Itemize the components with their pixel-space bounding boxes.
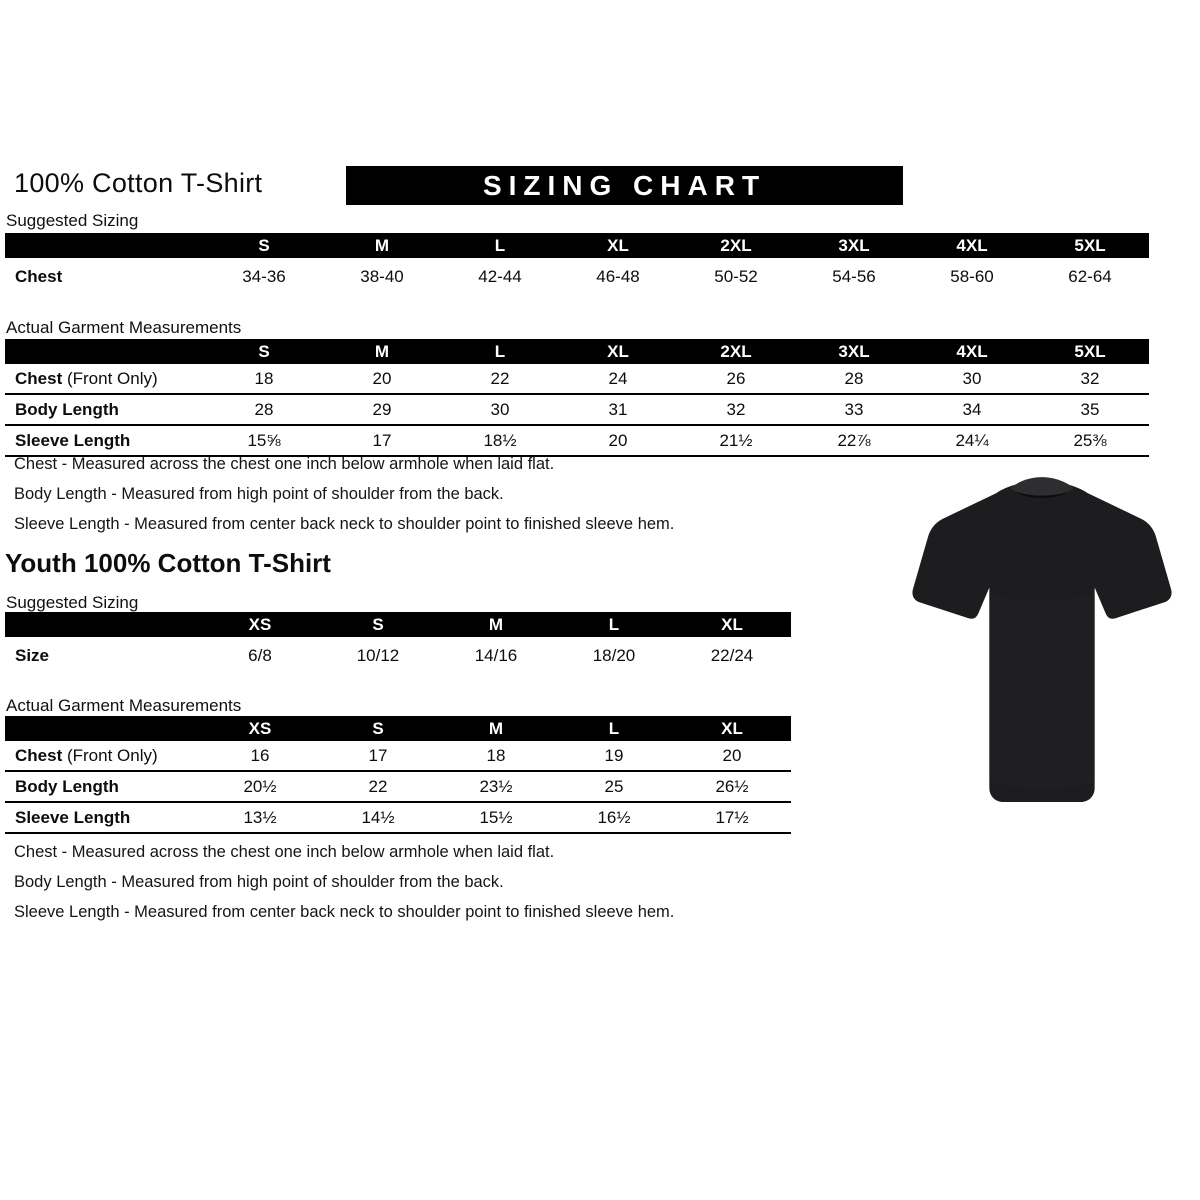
note-sleeve-length: Sleeve Length - Measured from center back neck to shoulder point to finished sleeve hem. — [14, 515, 675, 533]
value-cell: 50-52 — [714, 266, 758, 286]
size-header-cell: 4XL — [956, 342, 988, 361]
note-body-length: Body Length - Measured from high point of shoulder from the back. — [14, 873, 504, 891]
size-header-cell: 2XL — [720, 342, 752, 361]
value-cell: 31 — [608, 400, 628, 419]
row-label: Chest (Front Only) — [15, 369, 158, 388]
value-cell: 16 — [250, 746, 270, 765]
adult-actual-measurements-label: Actual Garment Measurements — [6, 318, 242, 337]
value-cell: 32 — [1080, 369, 1100, 388]
value-cell: 18½ — [483, 431, 517, 450]
size-header-cell: S — [258, 342, 270, 361]
page-title: 100% Cotton T-Shirt — [14, 168, 263, 198]
value-cell: 38-40 — [360, 266, 404, 286]
value-cell: 17½ — [715, 808, 749, 827]
value-cell: 14½ — [361, 808, 395, 827]
youth-garment-table — [5, 716, 791, 834]
youth-suggested-header-row — [5, 612, 791, 637]
value-cell: 17 — [368, 746, 388, 765]
value-cell: 24¼ — [955, 431, 989, 450]
size-header-cell: L — [494, 342, 506, 361]
value-cell: 20 — [608, 431, 628, 450]
youth-garment-header-row — [5, 716, 791, 741]
size-header-cell: 5XL — [1074, 342, 1106, 361]
value-cell: 42-44 — [478, 266, 522, 286]
value-cell: 18 — [254, 369, 274, 388]
black-tshirt-image — [893, 472, 1191, 836]
adult-garment-header-row — [5, 339, 1149, 364]
youth-size-row — [5, 637, 791, 673]
adult-garment-table — [5, 339, 1149, 457]
size-header-cell: S — [372, 719, 384, 738]
size-header-cell: XL — [721, 615, 743, 634]
size-header-cell: 3XL — [838, 236, 870, 255]
size-header-cell: XS — [248, 615, 272, 634]
size-header-cell: M — [488, 615, 504, 634]
value-cell: 20 — [372, 369, 392, 388]
row-label: Sleeve Length — [15, 808, 131, 827]
value-cell: 54-56 — [832, 266, 876, 286]
value-cell: 15⅝ — [247, 431, 281, 450]
youth-chest-row — [5, 741, 791, 772]
value-cell: 10/12 — [356, 645, 400, 665]
value-cell: 58-60 — [950, 266, 994, 286]
value-cell: 62-64 — [1068, 266, 1112, 286]
value-cell: 24 — [608, 369, 628, 388]
value-cell: 33 — [844, 400, 864, 419]
note-chest: Chest - Measured across the chest one inch below armhole when laid flat. — [14, 843, 555, 861]
size-header-cell: M — [488, 719, 504, 738]
size-header-cell: XS — [248, 719, 272, 738]
youth-sleeve-length-row — [5, 803, 791, 834]
note-body-length: Body Length - Measured from high point of shoulder from the back. — [14, 485, 504, 503]
value-cell: 34-36 — [242, 266, 286, 286]
size-header-cell: L — [608, 615, 620, 634]
value-cell: 17 — [372, 431, 392, 450]
youth-measurement-notes — [14, 843, 674, 933]
youth-suggested-table — [5, 612, 791, 673]
row-label: Chest (Front Only) — [15, 746, 158, 765]
size-header-cell: 2XL — [720, 236, 752, 255]
adult-chest-row — [5, 364, 1149, 395]
value-cell: 18/20 — [592, 645, 636, 665]
size-header-cell: S — [258, 236, 270, 255]
size-header-cell: M — [374, 236, 390, 255]
value-cell: 29 — [372, 400, 392, 419]
value-cell: 19 — [604, 746, 624, 765]
note-chest: Chest - Measured across the chest one inch below armhole when laid flat. — [14, 455, 555, 473]
value-cell: 25 — [604, 777, 624, 796]
adult-sleeve-length-row — [5, 426, 1149, 457]
adult-chest-suggested-row — [5, 258, 1149, 294]
size-header-cell: XL — [607, 236, 629, 255]
value-cell: 15½ — [479, 808, 513, 827]
adult-suggested-header-row — [5, 233, 1149, 258]
value-cell: 30 — [490, 400, 510, 419]
adult-suggested-table — [5, 233, 1149, 294]
size-header-cell: L — [494, 236, 506, 255]
value-cell: 26½ — [715, 777, 749, 796]
adult-measurement-notes — [14, 455, 674, 545]
value-cell: 32 — [726, 400, 746, 419]
value-cell: 28 — [254, 400, 274, 419]
value-cell: 20½ — [243, 777, 277, 796]
value-cell: 21½ — [719, 431, 753, 450]
row-label: Body Length — [15, 400, 119, 419]
value-cell: 46-48 — [596, 266, 640, 286]
value-cell: 22/24 — [710, 645, 754, 665]
size-header-cell: S — [372, 615, 384, 634]
size-header-cell: 4XL — [956, 236, 988, 255]
value-cell: 22 — [490, 369, 510, 388]
tshirt-silhouette — [893, 472, 1191, 836]
size-header-cell: M — [374, 342, 390, 361]
value-cell: 22⅞ — [837, 431, 871, 450]
youth-actual-measurements-label: Actual Garment Measurements — [6, 696, 242, 715]
note-sleeve-length: Sleeve Length - Measured from center back neck to shoulder point to finished sleeve hem. — [14, 903, 675, 921]
sizing-chart-banner: SIZING CHART — [346, 166, 903, 205]
row-label: Sleeve Length — [15, 431, 131, 450]
row-label: Body Length — [15, 777, 119, 796]
adult-suggested-sizing-label: Suggested Sizing — [6, 211, 139, 230]
value-cell: 16½ — [597, 808, 631, 827]
value-cell: 34 — [962, 400, 982, 419]
row-label: Chest — [15, 266, 63, 286]
youth-body-length-row — [5, 772, 791, 803]
value-cell: 14/16 — [474, 645, 518, 665]
value-cell: 20 — [722, 746, 742, 765]
size-header-cell: XL — [607, 342, 629, 361]
value-cell: 28 — [844, 369, 864, 388]
row-label: Size — [15, 645, 50, 665]
value-cell: 26 — [726, 369, 746, 388]
value-cell: 18 — [486, 746, 506, 765]
value-cell: 22 — [368, 777, 388, 796]
value-cell: 13½ — [243, 808, 277, 827]
size-header-cell: 5XL — [1074, 236, 1106, 255]
size-header-cell: L — [608, 719, 620, 738]
youth-title: Youth 100% Cotton T-Shirt — [5, 548, 331, 578]
adult-body-length-row — [5, 395, 1149, 426]
size-header-cell: 3XL — [838, 342, 870, 361]
value-cell: 6/8 — [248, 645, 272, 665]
value-cell: 23½ — [479, 777, 513, 796]
value-cell: 30 — [962, 369, 982, 388]
youth-suggested-sizing-label: Suggested Sizing — [6, 593, 139, 612]
size-header-cell: XL — [721, 719, 743, 738]
value-cell: 35 — [1080, 400, 1100, 419]
value-cell: 25⅜ — [1073, 431, 1107, 450]
